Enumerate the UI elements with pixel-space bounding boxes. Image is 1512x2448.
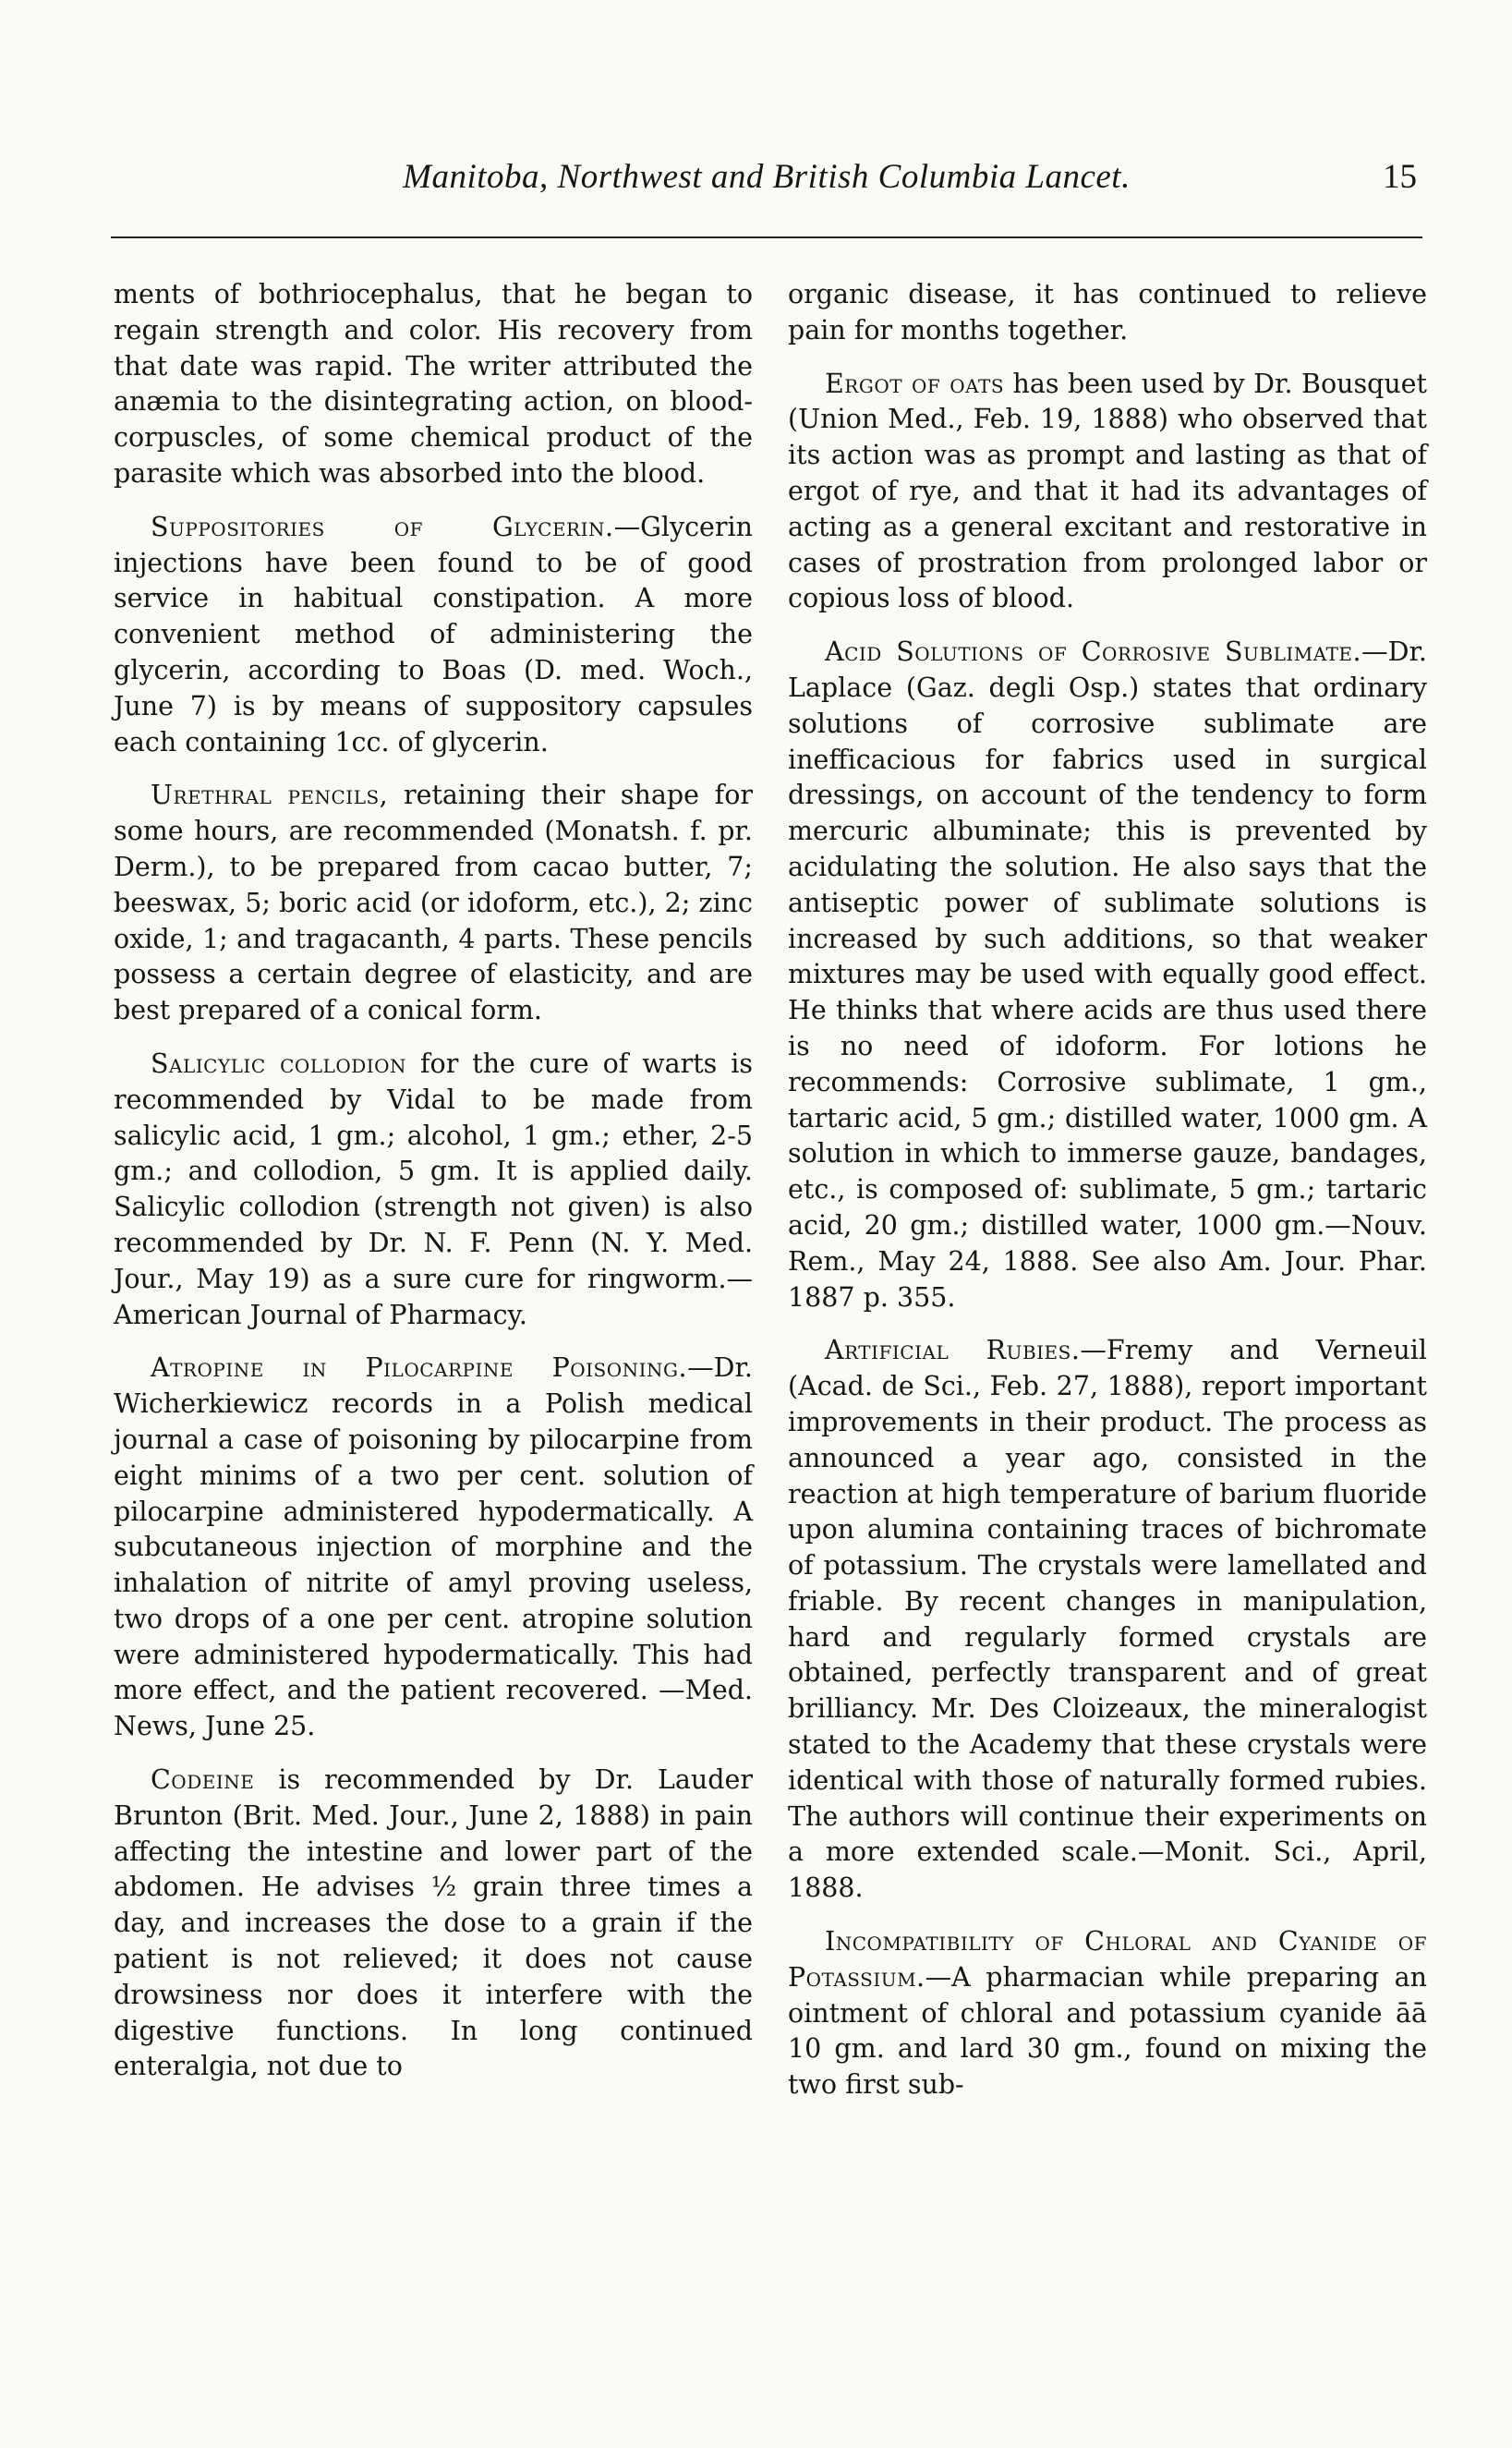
paragraph-text: —Glycerin injections have been found to be of good service in habitual constipation. A more convenient method of administering the glycerin, according to Boas (D. med. Woch., June 7) is by means of suppository capsules each containing 1cc. of glycerin. [114,511,753,757]
paragraph-heading: Acid Solutions of Corrosive Sublimate. [825,636,1362,668]
paragraph-text: is recommended by Dr. Lauder Brunton (Brit. Med. Jour., June 2, 1888) in pain affecting the intestine and lower part of the abdomen. He advises ½ grain three times a day, and increases the dose to a grain if the patient is not relieved; it does not cause drowsiness nor does it interfere with the digestive functions. In long continued enteralgia, not due to [114,1764,753,2082]
paragraph [114,1351,753,1745]
paragraph-heading: Urethral pencils, [151,780,389,811]
paragraph [788,1333,1427,1907]
page-header [111,157,1422,212]
paragraph-text: ments of bothriocephalus, that he began to regain strength and color. His recovery from that date was rapid. The writer attributed the anæmia to the disintegrating action, on blood-corpuscles, of some chemical product of the parasite which was absorbed into the blood. [114,279,753,489]
left-column [114,277,753,2103]
paragraph [114,778,753,1029]
paragraph [114,1763,753,2085]
paragraph [114,277,753,492]
paragraph-text: has been used by Dr. Bousquet (Union Med., Feb. 19, 1888) who observed that its action was as prompt and lasting as that of ergot of rye, and that it had its advantages of acting as a general excitant and restorative in cases of prostration from prolonged labor or copious loss of blood. [788,368,1428,614]
paragraph-text: —A pharmacian while preparing an ointment of chloral and potassium cyanide āā 10 gm. and lard 30 gm., found on mixing the two first sub- [788,1961,1427,2101]
paragraph-heading: Salicylic collodion [151,1048,407,1079]
paragraph [788,635,1427,1315]
paragraph-heading: Incompatibility of Chloral and Cyanide of Potassium. [788,1926,1427,1993]
paragraph-text: —Dr. Laplace (Gaz. degli Osp.) states that ordinary solutions of corrosive sublimate are inefficacious for fabrics used in surgical dressings, on account of the tendency to form mercuric albuminate; this is prevented by acidulating the solution. He also says that the antiseptic power of sublimate solutions is increased by such additions, so that weaker mixtures may be used with equally good effect. He thinks that where acids are thus used there is no need of idoform. For lotions he recommends: Corrosive sublimate, 1 gm., tartaric acid, 5 gm.; distilled water, 1000 gm. A solution in which to immerse gauze, bandages, etc., is composed of: sublimate, 5 gm.; tartaric acid, 20 gm.; distilled water, 1000 gm.—Nouv. Rem., May 24, 1888. See also Am. Jour. Phar. 1887 p. 355. [788,636,1427,1313]
paragraph-text: retaining their shape for some hours, are recommended (Monatsh. f. pr. Derm.), to be prepared from cacao butter, 7; beeswax, 5; boric acid (or idoform, etc.), 2; zinc oxide, 1; and tragacanth, 4 parts. These pencils possess a certain degree of elasticity, and are best prepared of a conical form. [114,780,753,1026]
paragraph [788,277,1427,349]
paragraph [114,1047,753,1333]
paragraph-heading: Ergot of oats [825,368,1005,399]
running-title: Manitoba, Northwest and British Columbia Lancet. [403,158,1131,196]
paragraph-text: organic disease, it has continued to relieve pain for months together. [788,279,1427,345]
paragraph-heading: Artificial Rubies. [825,1335,1081,1366]
paragraph-text: for the cure of warts is recommended by Vidal to be made from salicylic acid, 1 gm.; alcohol, 1 gm.; ether, 2-5 gm.; and collodion, 5 gm. It is applied daily. Salicylic collodion (strength not given) is also recommended by Dr. N. F. Penn (N. Y. Med. Jour., May 19) as a sure cure for ringworm.—American Journal of Pharmacy. [114,1048,753,1330]
paragraph-text: —Dr. Wicherkiewicz records in a Polish medical journal a case of poisoning by pilocarpine from eight minims of a two per cent. solution of pilocarpine administered hypodermatically. A subcutaneous injection of morphine and the inhalation of nitrite of amyl proving useless, two drops of a one per cent. atropine solution were administered hypodermatically. This had more effect, and the patient recovered. —Med. News, June 25. [114,1352,753,1742]
paragraph-heading: Atropine in Pilocarpine Poisoning. [151,1352,688,1384]
paragraph [114,510,753,761]
paragraph-heading: Codeine [151,1764,255,1796]
page-number: 15 [1383,158,1417,196]
header-rule [111,236,1422,238]
paragraph-heading: Suppositories of Glycerin. [151,511,614,542]
paragraph-text: —Fremy and Verneuil (Acad. de Sci., Feb. 27, 1888), report important improvements in their product. The process as announced a year ago, consisted in the reaction at high temperature of barium fluoride upon alumina containing traces of bichromate of potassium. The crystals were lamellated and friable. By recent changes in manipulation, hard and regularly formed crystals are obtained, perfectly transparent and of great brilliancy. Mr. Des Cloizeaux, the mineralogist stated to the Academy that these crystals were identical with those of naturally formed rubies. The authors will continue their experiments on a more extended scale.—Monit. Sci., April, 1888. [788,1335,1427,1904]
paragraph [788,1924,1427,2103]
paragraph [788,367,1427,618]
right-column [788,277,1427,2121]
